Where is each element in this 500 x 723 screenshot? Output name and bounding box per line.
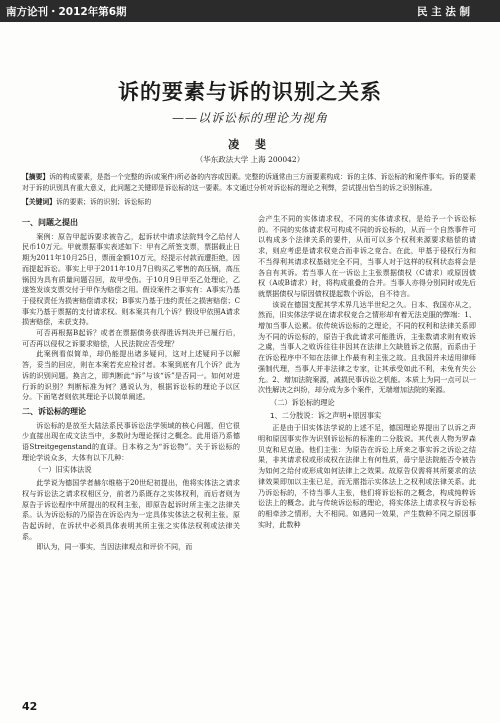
paragraph: 此案例看似简单，却仍能提出诸多疑问，这对上述疑问予以解答，妥当的回应，则在本案若充应检讨者。本案到底有几个诉？此为诉的识别问题。换言之，即判断此“诉”与该“诉”是否同一。如何对进行诉的识别？判断标准为何？遇说认为，根据诉讼标的理论予以区分。下面笔者则依其理论予以简单阐述。 xyxy=(22,349,240,402)
right-column xyxy=(258,214,476,530)
keywords-tag: 【关键词】 xyxy=(22,198,56,206)
subsection-heading: （一）旧实体法说 xyxy=(34,465,92,475)
abstract-tag: 【摘要】 xyxy=(22,173,50,181)
page-number: 42 xyxy=(22,700,38,713)
keywords xyxy=(22,197,478,208)
abstract-text: 诉的构成要素，是指一个完整的诉(或案件)所必备的内容或因素。完整的诉通常由三方面要素构成：诉的主体、诉讼标的和案件事实。诉的要素对于诉的识别具有重大意义，此问题之关键即是诉讼标的这一要素。本文通过分析对诉讼标的理论之利弊，尝试提出恰当的诉之识别标准。 xyxy=(22,173,476,192)
section-heading: 二、诉讼标的理论 xyxy=(22,406,86,416)
article-subtitle: ——以诉讼标的理论为视角 xyxy=(171,111,328,125)
journal-name: 南方论刊・2012年第6期 xyxy=(6,5,127,18)
section-name: 民 主 法 制 xyxy=(417,5,470,18)
left-column xyxy=(22,214,240,553)
paragraph: 即认为，同一事实，当因法律观点和评价不同，而 xyxy=(36,542,193,552)
section-heading: 一、问题之提出 xyxy=(22,218,78,227)
paragraph: 会产生不同的实体请求权，不同的实体请求权，是给予一个诉讼标的。不同的实体请求权可构成不同的诉讼标的，从而一个自然事件可以构成多个法律关系的要件，从而可以多个权利来源要求赔偿的请求，则应考虑是请求权竞合而非诉之竞合。在此，甲基于侵权行为和不当得利其请求权基础完全不同，当事人对于这样的权利状态将会是各自有其诉。若当事人在一诉讼上主张票据债权（C请求）或原因债权（A或B请求）时，将构成重叠的合并。当事人亦得分别同时或先后就票据债权与原因债权提起数个诉讼，自不待言。 xyxy=(258,214,476,298)
author-name: 凌 斐 xyxy=(228,138,272,151)
article-title: 诉的要素与诉的识别之关系 xyxy=(118,80,382,104)
paragraph: 该说在德国支配其学术界几达半世纪之久。日本、我国亦从之，然而，旧实体法学说在请求权竞合之情形却有着无法克服的弊端：1、增加当事人讼累。依传统诉讼标的之理论，不同的权利和法律关系即为不同的诉讼标的，原告于我此请求可能胜诉，主张数请求则有败诉之虞，当事人之败诉往往非因其在法律上欠缺胜诉之依据，而系由于在诉讼程序中不知在法律上作最有利主张之故。且我国并未适用律师强制代理，当事人并非法律之专家，让其承受如此不利，未免有失公允。2、增加法院案源，减损民事诉讼之机能。本质上为同一点可以一次性解决之纠纷，却分成为多个案件，无端增加法院的案源。 xyxy=(258,299,476,395)
abstract-block xyxy=(22,172,478,208)
paragraph: 诉讼标的是放至大陆法系民事诉讼法学领域的核心问题，但它很少直接出现在成文法当中，多数时为理论探讨之概念。此用语乃系德语Streitgegenstand的直译。日本称之为“诉讼物”。关于诉讼标的理论学说众多，大体有以下几种： xyxy=(22,420,240,462)
journal-header-bar xyxy=(0,0,500,22)
keywords-text: 诉的要素；诉的识别；诉讼标的 xyxy=(55,198,152,206)
subsection-heading: 1、二分肢说：诉之声明+原因事实 xyxy=(270,410,382,420)
subsection-heading: （二）诉讼标的理论 xyxy=(270,397,335,407)
paragraph: 案例：原告甲起诉要求被告乙，起诉状中请求法院判令乙给付人民币10万元。甲就票据事实表述如下：甲有乙所签支票，票据载止日期为2011年10月25日，票面金额10万元，经提示付款而遭拒绝，因而提起诉讼。事实上甲于2011年10月7日购买乙零售的高压锅，高压锅因为具有质量问题召回，故甲受伤。于10月9日甲至乙处理论，乙遂签发该支票交付于甲作为赔偿之用。假设案件之事实有：A事实乃基于侵权责任为损害赔偿请求权；B事实乃基于违约责任之损害赔偿；C事实乃基于票据的支付请求权。则本案共有几个诉？假设甲依照A请求损害赔偿，未获支持。 xyxy=(22,231,240,327)
abstract xyxy=(22,172,478,194)
paragraph: 此学说为德国学者赫尔维格于20世纪初提出，他将实体法之请求权与诉讼法之请求权相区分，前者乃系既存之实体权利，而后者则为原告于诉讼程序中所提出的权利主张，即原告起诉时所主张之法律关系。认为诉讼标的乃原告在诉讼内为一定具体实体法之权利主张。原告起诉时，在诉状中必须具体表明其所主张之实体法权利或法律关系。 xyxy=(22,478,240,541)
author-affiliation: （华东政法大学 上海 200042） xyxy=(195,155,305,164)
paragraph: 正是由于旧实体法学说的上述不足，德国理论界提出了以诉之声明和原因事实作为识别诉讼标的标准的二分肢说。其代表人物为罗森贝克和尼克逊。他们主张：为原告在诉讼上所来之事实诉之诉讼之结果，非其请求权或形成权在法律上有何性质，毋宁是法院能否令被告为如何之给付或形成如何法律上之效果。故原告仅需将其所要求的法律效果即加以主张已足，而无需指示实体法上之权利或法律关系。此乃诉讼标的，不待当事人主张，他们将诉讼标的之概念，构成纯粹诉讼法上的概念。此与传统诉讼标的理论，将实体法上请求权与诉讼标的相牵涉之情形，大不相同。如遇同一效果，产生数种不同之原因事实时，此数种 xyxy=(258,423,476,529)
paragraph: 可否再根据B起诉？或者在票据债务获得胜诉判决并已履行后，可否再以侵权之诉要求赔偿，人民法院应否受理？ xyxy=(22,328,240,348)
